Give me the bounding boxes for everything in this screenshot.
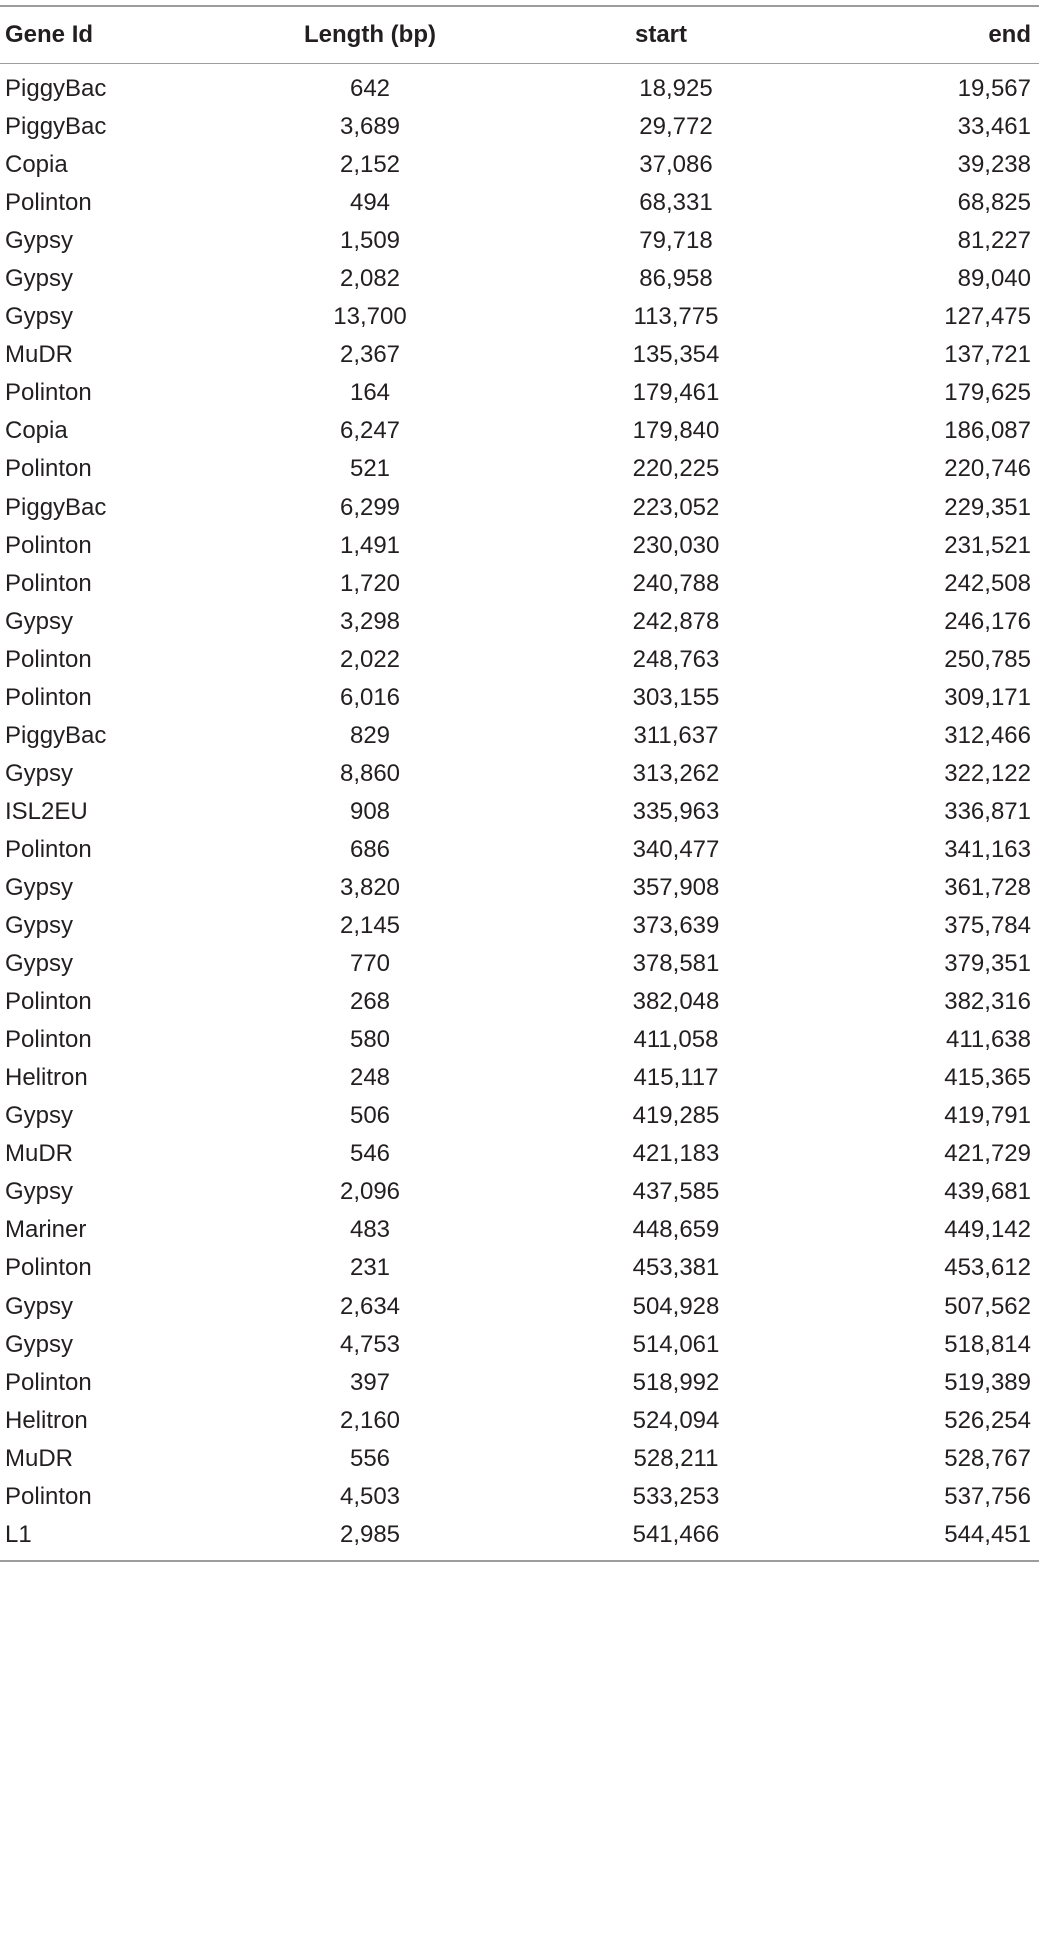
cell-gene-id: Polinton — [5, 569, 92, 597]
cell-length: 248 — [349, 1064, 391, 1092]
table-row — [0, 450, 1039, 488]
cell-length: 686 — [349, 835, 391, 863]
table-row — [0, 1288, 1039, 1326]
cell-end: 81,227 — [957, 227, 1031, 255]
cell-end: 507,562 — [944, 1292, 1031, 1320]
table-row — [0, 641, 1039, 679]
cell-length: 770 — [349, 950, 391, 978]
cell-length: 580 — [349, 1026, 391, 1054]
table-row — [0, 1364, 1039, 1402]
table-row — [0, 793, 1039, 831]
cell-length: 6,299 — [339, 493, 401, 521]
cell-gene-id: Gypsy — [5, 950, 74, 978]
cell-length: 506 — [349, 1102, 391, 1130]
cell-start: 437,585 — [632, 1178, 720, 1206]
cell-end: 439,681 — [944, 1178, 1031, 1206]
cell-end: 312,466 — [944, 721, 1031, 749]
table-body — [0, 64, 1039, 1561]
cell-gene-id: PiggyBac — [5, 493, 107, 521]
cell-start: 135,354 — [632, 341, 720, 369]
cell-start: 382,048 — [632, 988, 720, 1016]
cell-start: 86,958 — [639, 265, 713, 293]
cell-gene-id: Polinton — [5, 683, 92, 711]
cell-gene-id: Gypsy — [5, 1330, 74, 1358]
cell-start: 313,262 — [632, 759, 720, 787]
table-row — [0, 1249, 1039, 1287]
cell-start: 373,639 — [632, 912, 720, 940]
cell-length: 642 — [349, 75, 391, 103]
table-row — [0, 1326, 1039, 1364]
cell-start: 415,117 — [633, 1064, 719, 1092]
cell-start: 541,466 — [632, 1520, 720, 1548]
cell-start: 242,878 — [632, 607, 720, 635]
cell-gene-id: Gypsy — [5, 1292, 74, 1320]
cell-end: 246,176 — [944, 607, 1031, 635]
cell-gene-id: Polinton — [5, 379, 92, 407]
cell-length: 521 — [349, 455, 391, 483]
cell-length: 2,985 — [339, 1520, 401, 1548]
table-row — [0, 146, 1039, 184]
table-row — [0, 1478, 1039, 1516]
cell-gene-id: ISL2EU — [5, 797, 88, 825]
cell-length: 1,491 — [339, 531, 401, 559]
table-row — [0, 298, 1039, 336]
table-row — [0, 1516, 1039, 1561]
cell-start: 448,659 — [632, 1216, 720, 1244]
cell-end: 415,365 — [944, 1064, 1031, 1092]
cell-start: 37,086 — [639, 151, 713, 179]
cell-length: 2,367 — [339, 341, 401, 369]
table-row — [0, 1440, 1039, 1478]
table-row — [0, 907, 1039, 945]
cell-length: 8,860 — [339, 759, 401, 787]
cell-end: 19,567 — [957, 75, 1031, 103]
cell-end: 361,728 — [944, 874, 1031, 901]
gene-table — [0, 5, 1039, 1562]
cell-end: 421,729 — [944, 1140, 1031, 1168]
cell-gene-id: Gypsy — [5, 912, 74, 940]
cell-end: 179,625 — [944, 379, 1031, 407]
cell-gene-id: Copia — [5, 417, 68, 445]
table-row — [0, 679, 1039, 717]
cell-end: 89,040 — [957, 265, 1031, 293]
table-row — [0, 260, 1039, 298]
cell-end: 526,254 — [944, 1406, 1031, 1434]
table-row — [0, 831, 1039, 869]
table-row — [0, 755, 1039, 793]
cell-start: 79,718 — [639, 227, 713, 255]
table-row — [0, 603, 1039, 641]
cell-start: 179,461 — [632, 379, 720, 407]
cell-start: 340,477 — [632, 835, 720, 863]
cell-gene-id: Polinton — [5, 189, 92, 217]
cell-gene-id: PiggyBac — [5, 75, 107, 103]
cell-length: 2,145 — [339, 912, 401, 940]
cell-gene-id: Gypsy — [5, 227, 74, 255]
cell-end: 419,791 — [944, 1102, 1031, 1130]
cell-end: 518,814 — [944, 1330, 1031, 1358]
cell-end: 544,451 — [944, 1520, 1031, 1548]
table-row — [0, 412, 1039, 450]
cell-start: 453,381 — [632, 1254, 720, 1282]
cell-start: 421,183 — [632, 1140, 720, 1168]
cell-start: 524,094 — [632, 1406, 720, 1434]
cell-length: 231 — [349, 1254, 391, 1282]
cell-length: 2,152 — [339, 151, 401, 179]
cell-start: 335,963 — [632, 797, 720, 825]
cell-end: 39,238 — [957, 151, 1031, 179]
cell-end: 341,163 — [944, 835, 1031, 863]
cell-length: 546 — [349, 1140, 391, 1168]
table-row — [0, 983, 1039, 1021]
cell-end: 537,756 — [944, 1482, 1031, 1510]
cell-length: 268 — [349, 988, 391, 1016]
cell-gene-id: PiggyBac — [5, 113, 107, 141]
cell-gene-id: Polinton — [5, 1254, 92, 1282]
cell-end: 242,508 — [944, 569, 1031, 597]
cell-gene-id: Polinton — [5, 835, 92, 863]
cell-start: 311,637 — [633, 721, 719, 749]
cell-start: 533,253 — [632, 1482, 720, 1510]
cell-gene-id: Copia — [5, 151, 68, 179]
cell-start: 223,052 — [632, 493, 720, 521]
cell-end: 231,521 — [944, 531, 1031, 559]
cell-start: 240,788 — [632, 569, 720, 597]
table-row — [0, 336, 1039, 374]
cell-length: 3,298 — [339, 607, 401, 635]
cell-start: 504,928 — [632, 1292, 720, 1320]
cell-end: 449,142 — [944, 1216, 1031, 1244]
cell-gene-id: Polinton — [5, 1368, 92, 1396]
table-row — [0, 565, 1039, 603]
cell-end: 453,612 — [944, 1254, 1031, 1282]
cell-end: 229,351 — [944, 493, 1031, 521]
cell-length: 829 — [349, 721, 391, 749]
cell-gene-id: PiggyBac — [5, 721, 107, 749]
table-row — [0, 374, 1039, 412]
cell-start: 29,772 — [639, 113, 713, 141]
cell-length: 483 — [349, 1216, 391, 1244]
cell-start: 514,061 — [632, 1330, 720, 1358]
cell-gene-id: Gypsy — [5, 265, 74, 293]
cell-start: 68,331 — [639, 189, 713, 217]
cell-end: 127,475 — [944, 303, 1031, 331]
cell-end: 411,638 — [946, 1026, 1031, 1054]
table-row — [0, 1135, 1039, 1173]
cell-end: 309,171 — [944, 683, 1031, 711]
cell-gene-id: Polinton — [5, 988, 92, 1016]
table-row — [0, 945, 1039, 983]
cell-end: 137,721 — [944, 341, 1031, 369]
table-row — [0, 489, 1039, 527]
cell-length: 3,820 — [339, 874, 401, 901]
cell-length: 6,016 — [339, 683, 401, 711]
cell-length: 2,082 — [339, 265, 401, 293]
table-row — [0, 1402, 1039, 1440]
cell-end: 528,767 — [944, 1444, 1031, 1472]
cell-length: 2,022 — [339, 645, 401, 673]
cell-gene-id: Gypsy — [5, 607, 74, 635]
cell-start: 113,775 — [633, 303, 719, 331]
header-end: end — [988, 21, 1031, 48]
cell-start: 248,763 — [632, 645, 720, 673]
table-row — [0, 1021, 1039, 1059]
cell-gene-id: Gypsy — [5, 874, 74, 901]
cell-start: 303,155 — [632, 683, 720, 711]
cell-start: 411,058 — [633, 1026, 719, 1054]
cell-length: 4,503 — [339, 1482, 401, 1510]
cell-length: 908 — [349, 797, 391, 825]
cell-gene-id: Polinton — [5, 1482, 92, 1510]
cell-start: 419,285 — [632, 1102, 720, 1130]
table-row — [0, 1097, 1039, 1135]
cell-start: 230,030 — [632, 531, 720, 559]
header-gene-id: Gene Id — [5, 21, 94, 48]
cell-length: 3,689 — [339, 113, 401, 141]
cell-end: 220,746 — [944, 455, 1031, 483]
cell-end: 379,351 — [944, 950, 1031, 978]
table-row — [0, 222, 1039, 260]
cell-gene-id: Polinton — [5, 645, 92, 673]
cell-gene-id: MuDR — [5, 1444, 74, 1472]
cell-length: 1,509 — [339, 227, 401, 255]
cell-start: 179,840 — [632, 417, 720, 445]
cell-length: 4,753 — [339, 1330, 401, 1358]
cell-gene-id: Gypsy — [5, 759, 74, 787]
cell-length: 6,247 — [339, 417, 401, 445]
cell-gene-id: Gypsy — [5, 1102, 74, 1130]
cell-end: 336,871 — [944, 797, 1031, 825]
table-row — [0, 1173, 1039, 1211]
cell-gene-id: Polinton — [5, 1026, 92, 1054]
cell-length: 397 — [349, 1368, 391, 1396]
cell-end: 186,087 — [944, 417, 1031, 445]
cell-gene-id: Gypsy — [5, 1178, 74, 1206]
cell-start: 518,992 — [632, 1368, 720, 1396]
table-row — [0, 184, 1039, 222]
cell-length: 164 — [349, 379, 391, 407]
cell-length: 494 — [349, 189, 391, 217]
header-start: start — [634, 21, 688, 48]
cell-end: 250,785 — [944, 645, 1031, 673]
header-row — [0, 6, 1039, 64]
cell-end: 33,461 — [957, 113, 1031, 141]
cell-gene-id: MuDR — [5, 1140, 74, 1168]
cell-gene-id: L1 — [5, 1520, 32, 1548]
cell-gene-id: Helitron — [5, 1406, 88, 1434]
table-row — [0, 108, 1039, 146]
cell-start: 378,581 — [632, 950, 720, 978]
cell-end: 519,389 — [944, 1368, 1031, 1396]
cell-length: 2,096 — [339, 1178, 401, 1206]
cell-end: 375,784 — [944, 912, 1031, 940]
cell-length: 2,634 — [339, 1292, 401, 1320]
table-row — [0, 869, 1039, 907]
cell-gene-id: Polinton — [5, 455, 92, 483]
cell-length: 1,720 — [339, 569, 401, 597]
cell-start: 220,225 — [632, 455, 720, 483]
cell-length: 13,700 — [333, 303, 407, 331]
header-length: Length (bp) — [304, 21, 436, 48]
cell-length: 556 — [349, 1444, 391, 1472]
table-row — [0, 1059, 1039, 1097]
table-row — [0, 64, 1039, 109]
cell-start: 18,925 — [639, 75, 713, 103]
table-row — [0, 527, 1039, 565]
table-row — [0, 717, 1039, 755]
cell-gene-id: Gypsy — [5, 303, 74, 331]
cell-length: 2,160 — [339, 1406, 401, 1434]
cell-end: 322,122 — [944, 759, 1031, 787]
table-row — [0, 1211, 1039, 1249]
cell-start: 357,908 — [632, 874, 720, 901]
cell-gene-id: Mariner — [5, 1216, 87, 1244]
cell-end: 68,825 — [957, 189, 1031, 217]
cell-end: 382,316 — [944, 988, 1031, 1016]
cell-start: 528,211 — [633, 1444, 719, 1472]
cell-gene-id: Helitron — [5, 1064, 88, 1092]
table-header — [0, 6, 1039, 64]
cell-gene-id: MuDR — [5, 341, 74, 369]
cell-gene-id: Polinton — [5, 531, 92, 559]
